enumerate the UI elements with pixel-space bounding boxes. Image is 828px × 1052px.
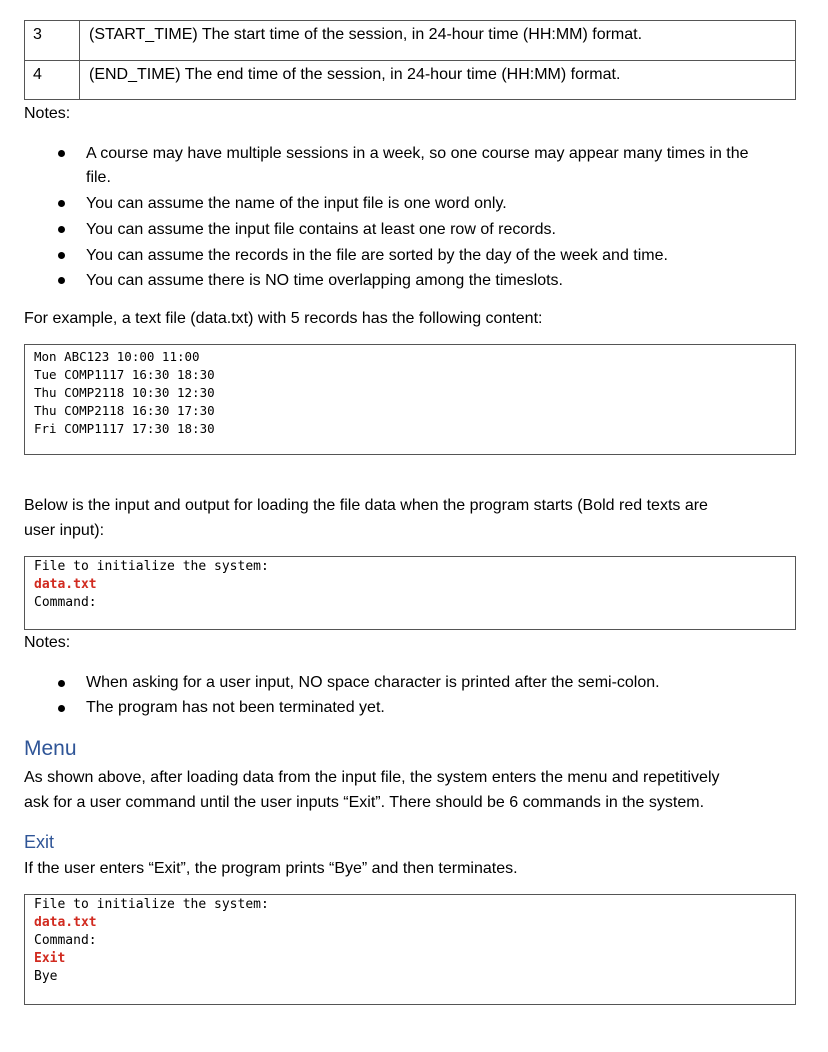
note-item: When asking for a user input, NO space character is printed after the semi-colon.	[86, 674, 660, 691]
user-input-line: Exit	[34, 951, 66, 966]
notes-title: Notes:	[24, 105, 71, 122]
io-intro-line1: Below is the input and output for loading the file data when the program starts (Bold red texts are	[24, 497, 708, 514]
menu-text-line1: As shown above, after loading data from the input file, the system enters the menu and repetitively	[24, 769, 720, 786]
note-item: The program has not been terminated yet.	[86, 699, 385, 716]
menu-text-line2: ask for a user command until the user inputs “Exit”. There should be 6 commands in the system.	[24, 794, 705, 811]
example-intro: For example, a text file (data.txt) with 5 records has the following content:	[24, 310, 543, 327]
prompt-line: File to initialize the system:	[34, 559, 269, 574]
exit-heading: Exit	[24, 832, 55, 852]
user-input-line: data.txt	[34, 577, 97, 592]
user-input-line: data.txt	[34, 915, 97, 930]
note-item: You can assume there is NO time overlapping among the timeslots.	[86, 272, 563, 289]
row-number: 4	[33, 66, 42, 83]
io-intro-line2: user input):	[24, 522, 105, 539]
data-line: Fri COMP1117 17:30 18:30	[34, 421, 215, 436]
bullet-icon	[58, 200, 65, 207]
prompt-line: File to initialize the system:	[34, 897, 269, 912]
command-line: Command:	[34, 595, 97, 610]
note-item: You can assume the input file contains at least one row of records.	[86, 221, 556, 238]
io-exit-example-box	[24, 894, 796, 1005]
row-description: (END_TIME) The end time of the session, in 24-hour time (HH:MM) format.	[89, 66, 621, 83]
bullet-icon	[58, 277, 65, 284]
data-line: Tue COMP1117 16:30 18:30	[34, 367, 215, 382]
note-item: You can assume the name of the input file is one word only.	[86, 195, 507, 212]
menu-heading: Menu	[24, 737, 77, 760]
notes-title: Notes:	[24, 634, 71, 651]
note-item: A course may have multiple sessions in a week, so one course may appear many times in the	[86, 145, 749, 162]
data-file-box	[24, 344, 796, 455]
data-line: Thu COMP2118 16:30 17:30	[34, 403, 215, 418]
row-description: (START_TIME) The start time of the session, in 24-hour time (HH:MM) format.	[89, 26, 643, 43]
row-number: 3	[33, 26, 42, 43]
bullet-icon	[58, 226, 65, 233]
io-example-box	[24, 556, 796, 630]
data-line: Mon ABC123 10:00 11:00	[34, 349, 200, 364]
bullet-icon	[58, 680, 65, 687]
table-row	[25, 21, 795, 61]
data-line: Thu COMP2118 10:30 12:30	[34, 385, 215, 400]
bullet-icon	[58, 705, 65, 712]
note-item: You can assume the records in the file are sorted by the day of the week and time.	[86, 247, 668, 264]
command-line: Command:	[34, 933, 97, 948]
exit-text: If the user enters “Exit”, the program prints “Bye” and then terminates.	[24, 860, 518, 877]
table-row	[25, 61, 795, 99]
note-item-continued: file.	[86, 169, 111, 186]
field-table	[24, 20, 796, 100]
bullet-icon	[58, 150, 65, 157]
column-divider	[79, 21, 80, 99]
bullet-icon	[58, 252, 65, 259]
output-line: Bye	[34, 969, 58, 984]
